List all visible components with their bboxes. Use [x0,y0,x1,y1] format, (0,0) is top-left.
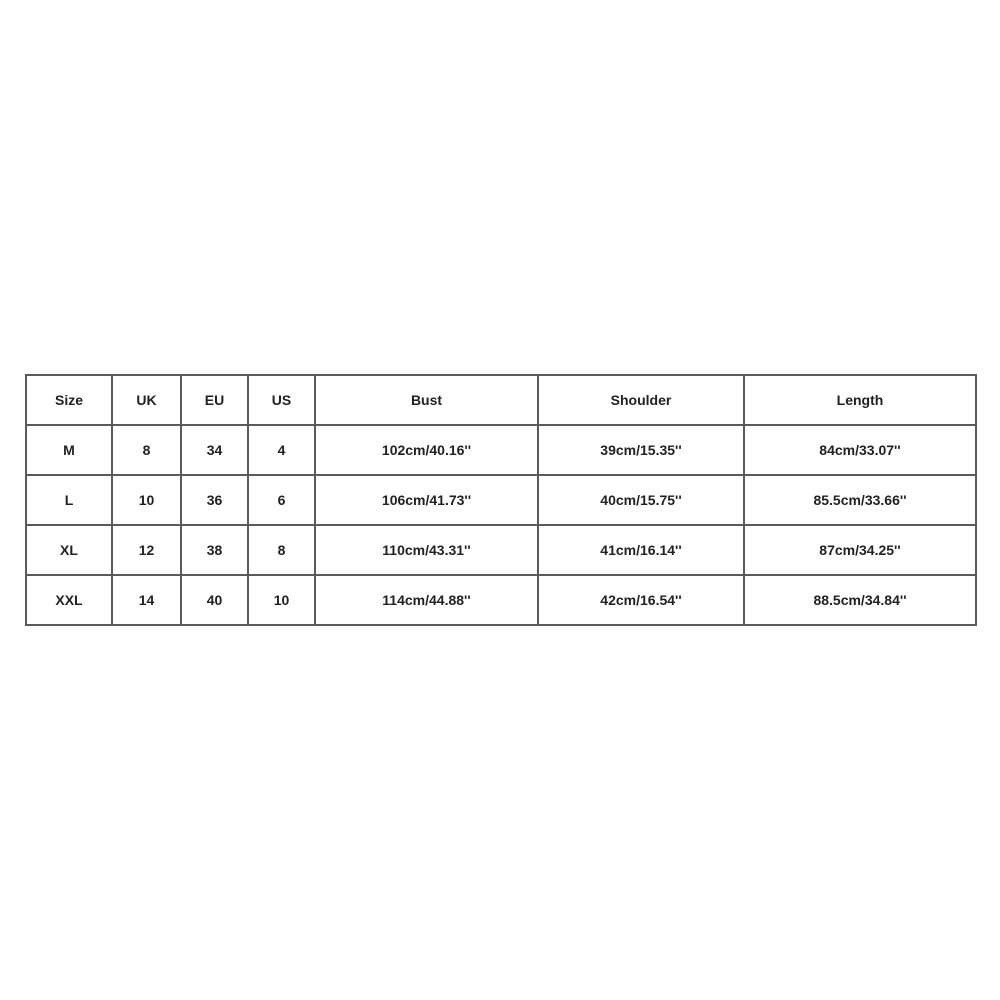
cell-uk: 12 [112,525,181,575]
cell-uk: 8 [112,425,181,475]
cell-shoulder: 41cm/16.14'' [538,525,744,575]
cell-bust: 114cm/44.88'' [315,575,538,625]
cell-length: 87cm/34.25'' [744,525,976,575]
cell-shoulder: 40cm/15.75'' [538,475,744,525]
header-uk: UK [112,375,181,425]
cell-us: 6 [248,475,315,525]
cell-size: XXL [26,575,112,625]
header-shoulder: Shoulder [538,375,744,425]
cell-size: M [26,425,112,475]
table-row [26,525,976,575]
cell-length: 85.5cm/33.66'' [744,475,976,525]
table-body [26,425,976,625]
cell-bust: 106cm/41.73'' [315,475,538,525]
header-length: Length [744,375,976,425]
cell-uk: 10 [112,475,181,525]
cell-bust: 102cm/40.16'' [315,425,538,475]
cell-us: 4 [248,425,315,475]
header-us: US [248,375,315,425]
cell-shoulder: 42cm/16.54'' [538,575,744,625]
header-size: Size [26,375,112,425]
cell-eu: 38 [181,525,248,575]
cell-eu: 36 [181,475,248,525]
cell-eu: 40 [181,575,248,625]
header-eu: EU [181,375,248,425]
cell-size: XL [26,525,112,575]
table-header [26,375,976,425]
header-bust: Bust [315,375,538,425]
header-row [26,375,976,425]
cell-uk: 14 [112,575,181,625]
table-row [26,475,976,525]
cell-us: 10 [248,575,315,625]
size-chart-table [25,374,977,626]
cell-length: 84cm/33.07'' [744,425,976,475]
table-row [26,425,976,475]
cell-shoulder: 39cm/15.35'' [538,425,744,475]
cell-bust: 110cm/43.31'' [315,525,538,575]
table-row [26,575,976,625]
cell-size: L [26,475,112,525]
cell-length: 88.5cm/34.84'' [744,575,976,625]
cell-eu: 34 [181,425,248,475]
cell-us: 8 [248,525,315,575]
